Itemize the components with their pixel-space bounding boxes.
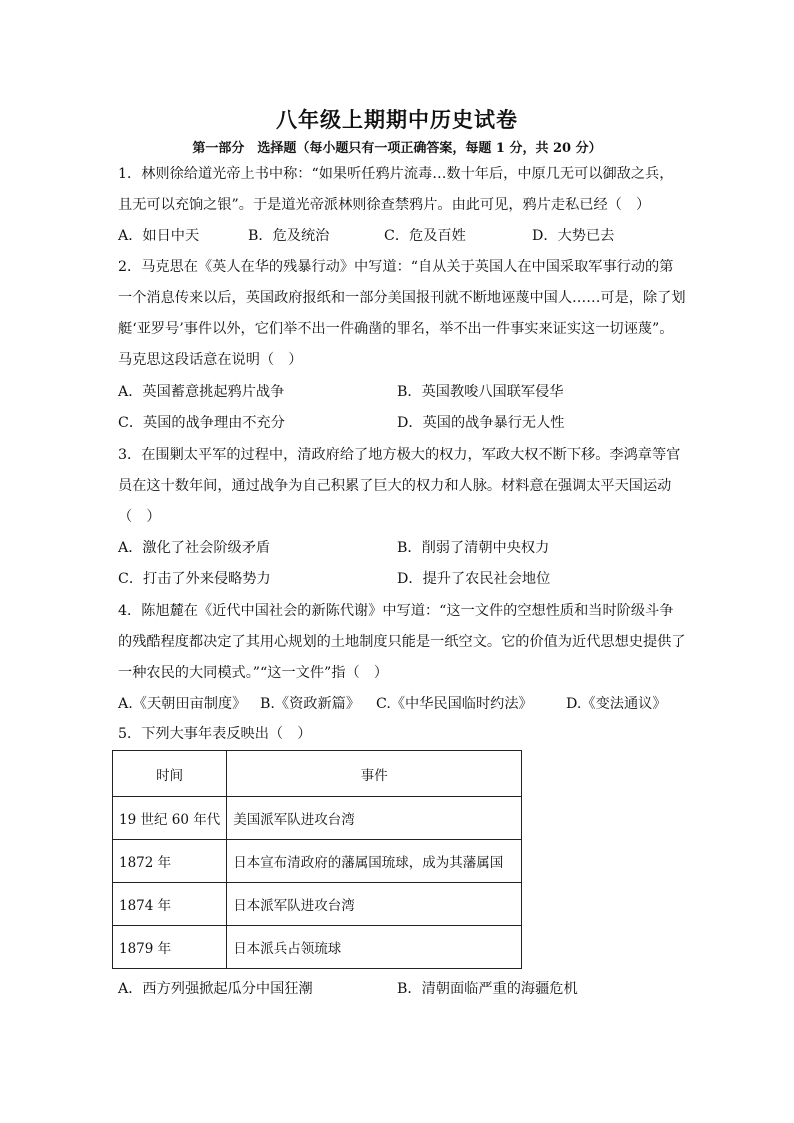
option-d: D．大势已去 <box>532 228 615 244</box>
option-c: C.《中华民国临时约法》 <box>376 696 533 712</box>
option-d: D．英国的战争暴行无人性 <box>397 415 565 431</box>
question-3-options-row-2 <box>118 564 688 595</box>
section-heading: 第一部分 选择题（每小题只有一项正确答案，每题 1 分，共 20 分） <box>192 141 602 156</box>
option-c: C．英国的战争理由不充分 <box>118 415 285 431</box>
question-1-options <box>118 221 688 252</box>
question-4 <box>118 596 688 689</box>
option-c: C．打击了外来侵略势力 <box>118 571 271 587</box>
option-b: B.《资政新篇》 <box>260 696 361 712</box>
question-text-line: （ ） <box>118 509 161 525</box>
option-a: A．如日中天 <box>118 228 200 244</box>
table-row <box>113 797 522 840</box>
option-a: A．西方列强掀起瓜分中国狂潮 <box>118 981 313 997</box>
table-header-row <box>113 751 522 797</box>
option-b: B．清朝面临严重的海疆危机 <box>397 981 578 997</box>
question-text-line: 5．下列大事年表反映出（ ） <box>118 726 312 742</box>
table-cell-event: 美国派军队进攻台湾 <box>227 797 522 840</box>
option-a: A．激化了社会阶级矛盾 <box>118 540 271 556</box>
question-text-line: 1．林则徐给道光帝上书中称：“如果听任鸦片流毒…数十年后，中原几无可以御敌之兵， <box>118 166 674 182</box>
column-header-time: 时间 <box>113 751 227 797</box>
table-cell-event: 日本宣布清政府的藩属国琉球，成为其藩属国 <box>227 840 522 883</box>
table-cell-time: 19 世纪 60 年代 <box>113 797 227 840</box>
question-5 <box>118 719 688 750</box>
question-1 <box>118 159 688 221</box>
table-cell-time: 1874 年 <box>113 883 227 926</box>
question-4-options <box>118 689 688 720</box>
option-b: B．削弱了清朝中央权力 <box>397 540 550 556</box>
table-row <box>113 840 522 883</box>
option-d: D．提升了农民社会地位 <box>397 571 551 587</box>
option-b: B．危及统治 <box>248 228 330 244</box>
question-text-line: 4．陈旭麓在《近代中国社会的新陈代谢》中写道：“这一文件的空想性质和当时阶级斗争 <box>118 603 674 619</box>
table-row <box>113 926 522 969</box>
table-cell-event: 日本派军队进攻台湾 <box>227 883 522 926</box>
question-2-options-row-1 <box>118 377 688 408</box>
option-d: D.《变法通议》 <box>566 696 667 712</box>
question-text-line: 马克思这段话意在说明（ ） <box>118 352 303 368</box>
option-b: B．英国教唆八国联军侵华 <box>397 384 564 400</box>
question-2-options-row-2 <box>118 408 688 439</box>
option-c: C．危及百姓 <box>384 228 466 244</box>
question-text-line: 员在这十数年间，通过战争为自己积累了巨大的权力和人脉。材料意在强调太平天国运动 <box>118 478 672 494</box>
question-5-options <box>118 974 688 1005</box>
question-text-line: 3．在围剿太平军的过程中，清政府给了地方极大的权力，军政大权不断下移。李鸿章等官 <box>118 447 681 463</box>
question-text-line: 的残酷程度都决定了其用心规划的土地制度只能是一纸空文。它的价值为近代思想史提供了 <box>118 634 686 650</box>
question-3-options-row-1 <box>118 533 688 564</box>
question-text-line: 艇‘亚罗号’事件以外，它们举不出一件确凿的罪名，举不出一件事实来证实这一切诬蔑”。 <box>118 321 674 337</box>
option-a: A．英国蓄意挑起鸦片战争 <box>118 384 285 400</box>
table-cell-event: 日本派兵占领琉球 <box>227 926 522 969</box>
column-header-event: 事件 <box>227 751 522 797</box>
question-2 <box>118 252 688 376</box>
table-row <box>113 883 522 926</box>
table-cell-time: 1872 年 <box>113 840 227 883</box>
question-text-line: 且无可以充饷之银”。于是道光帝派林则徐查禁鸦片。由此可见，鸦片走私已经（ ） <box>118 197 651 213</box>
question-text-line: 2．马克思在《英人在华的残暴行动》中写道：“自从关于英国人在中国采取军事行动的第 <box>118 259 674 275</box>
question-3 <box>118 440 688 533</box>
page-title: 八年级上期期中历史试卷 <box>276 107 518 132</box>
chronology-table <box>112 750 522 969</box>
option-a: A.《天朝田亩制度》 <box>118 696 247 712</box>
table-cell-time: 1879 年 <box>113 926 227 969</box>
question-text-line: 一种农民的大同模式。”“这一文件”指（ ） <box>118 665 389 681</box>
question-text-line: 一个消息传来以后，英国政府报纸和一部分美国报刊就不断地诬蔑中国人……可是，除了划 <box>118 290 686 306</box>
